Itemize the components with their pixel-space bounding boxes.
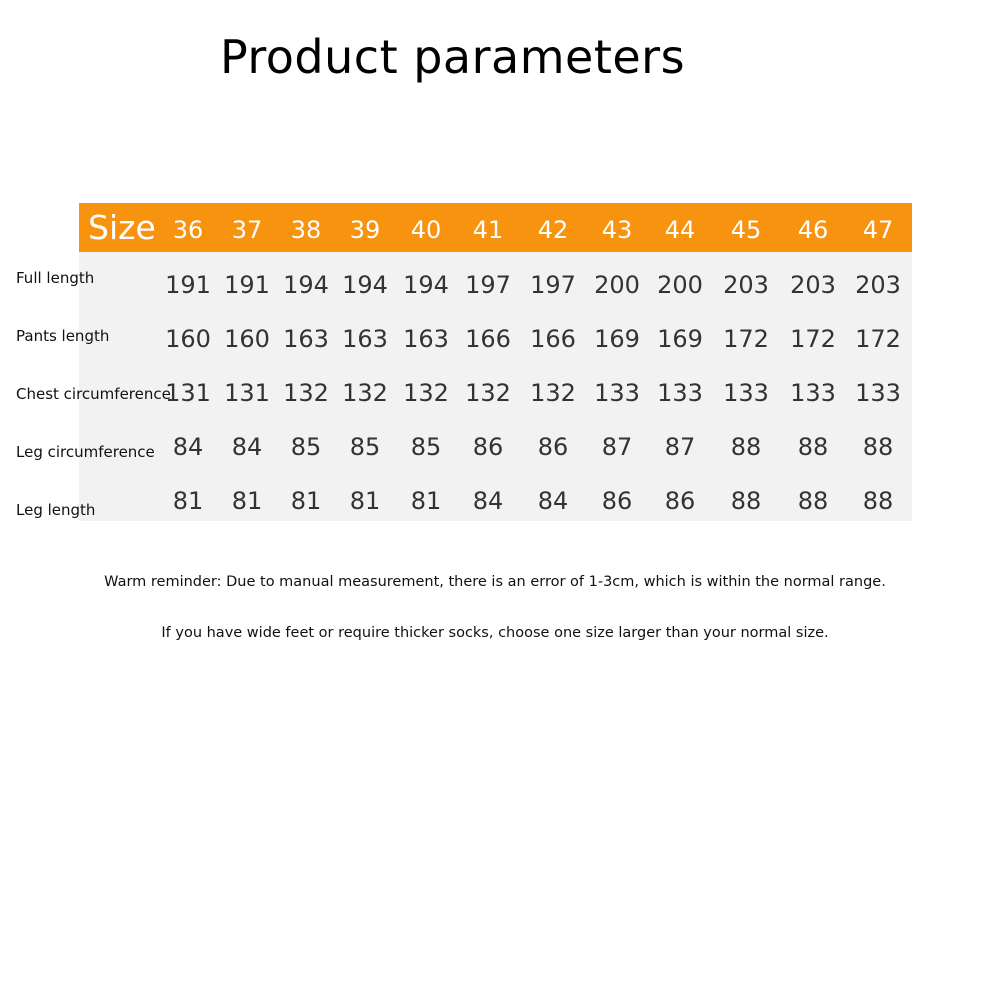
table-cell: 132 xyxy=(342,379,388,407)
table-cell: 132 xyxy=(465,379,511,407)
table-cell: 131 xyxy=(165,379,211,407)
size-header-cell: 42 xyxy=(537,216,569,244)
size-header-cell: 37 xyxy=(231,216,263,244)
table-cell: 88 xyxy=(730,433,762,461)
table-cell: 85 xyxy=(410,433,442,461)
size-header-cell: 40 xyxy=(410,216,442,244)
table-cell: 87 xyxy=(664,433,696,461)
table-cell: 133 xyxy=(790,379,836,407)
table-cell: 131 xyxy=(224,379,270,407)
table-cell: 88 xyxy=(730,487,762,515)
table-cell: 197 xyxy=(465,271,511,299)
size-header-cell: 45 xyxy=(730,216,762,244)
size-header-cell: 43 xyxy=(601,216,633,244)
table-cell: 86 xyxy=(601,487,633,515)
size-header-cell: 38 xyxy=(290,216,322,244)
table-cell: 200 xyxy=(594,271,640,299)
size-header-cell: 41 xyxy=(472,216,504,244)
table-cell: 163 xyxy=(283,325,329,353)
table-cell: 132 xyxy=(530,379,576,407)
table-cell: 84 xyxy=(172,433,204,461)
table-cell: 84 xyxy=(472,487,504,515)
table-cell: 172 xyxy=(723,325,769,353)
table-cell: 132 xyxy=(403,379,449,407)
row-label: Leg length xyxy=(16,501,96,519)
table-cell: 86 xyxy=(537,433,569,461)
size-header-cell: 47 xyxy=(862,216,894,244)
size-header-cell: 36 xyxy=(172,216,204,244)
table-cell: 132 xyxy=(283,379,329,407)
table-cell: 163 xyxy=(342,325,388,353)
row-label: Pants length xyxy=(16,327,110,345)
table-cell: 160 xyxy=(224,325,270,353)
warm-reminder-note: Warm reminder: Due to manual measurement, there is an error of 1-3cm, which is within the normal range. xyxy=(104,574,886,590)
table-cell: 203 xyxy=(855,271,901,299)
table-cell: 81 xyxy=(349,487,381,515)
table-cell: 86 xyxy=(664,487,696,515)
socks-size-note: If you have wide feet or require thicker socks, choose one size larger than your normal size. xyxy=(161,625,829,641)
table-cell: 194 xyxy=(342,271,388,299)
table-cell: 160 xyxy=(165,325,211,353)
table-cell: 81 xyxy=(172,487,204,515)
table-cell: 88 xyxy=(862,487,894,515)
table-cell: 87 xyxy=(601,433,633,461)
row-label: Full length xyxy=(16,269,95,287)
size-header-label: Size xyxy=(88,208,156,247)
row-label: Leg circumference xyxy=(16,443,155,461)
table-cell: 163 xyxy=(403,325,449,353)
table-cell: 81 xyxy=(410,487,442,515)
table-cell: 166 xyxy=(465,325,511,353)
size-header-cell: 44 xyxy=(664,216,696,244)
table-cell: 169 xyxy=(657,325,703,353)
table-cell: 88 xyxy=(797,433,829,461)
table-cell: 86 xyxy=(472,433,504,461)
table-cell: 166 xyxy=(530,325,576,353)
table-cell: 172 xyxy=(790,325,836,353)
table-cell: 203 xyxy=(723,271,769,299)
table-cell: 81 xyxy=(290,487,322,515)
table-cell: 81 xyxy=(231,487,263,515)
table-cell: 194 xyxy=(403,271,449,299)
table-cell: 85 xyxy=(290,433,322,461)
table-cell: 172 xyxy=(855,325,901,353)
table-cell: 133 xyxy=(855,379,901,407)
page-title: Product parameters xyxy=(219,30,686,84)
table-cell: 194 xyxy=(283,271,329,299)
table-cell: 84 xyxy=(537,487,569,515)
table-cell: 197 xyxy=(530,271,576,299)
row-label: Chest circumference xyxy=(16,385,171,403)
table-cell: 85 xyxy=(349,433,381,461)
table-cell: 133 xyxy=(657,379,703,407)
table-cell: 133 xyxy=(723,379,769,407)
table-cell: 203 xyxy=(790,271,836,299)
table-cell: 191 xyxy=(224,271,270,299)
table-cell: 133 xyxy=(594,379,640,407)
size-header-cell: 46 xyxy=(797,216,829,244)
size-header-cell: 39 xyxy=(349,216,381,244)
table-cell: 84 xyxy=(231,433,263,461)
table-cell: 191 xyxy=(165,271,211,299)
table-cell: 88 xyxy=(797,487,829,515)
table-cell: 88 xyxy=(862,433,894,461)
table-cell: 169 xyxy=(594,325,640,353)
table-cell: 200 xyxy=(657,271,703,299)
